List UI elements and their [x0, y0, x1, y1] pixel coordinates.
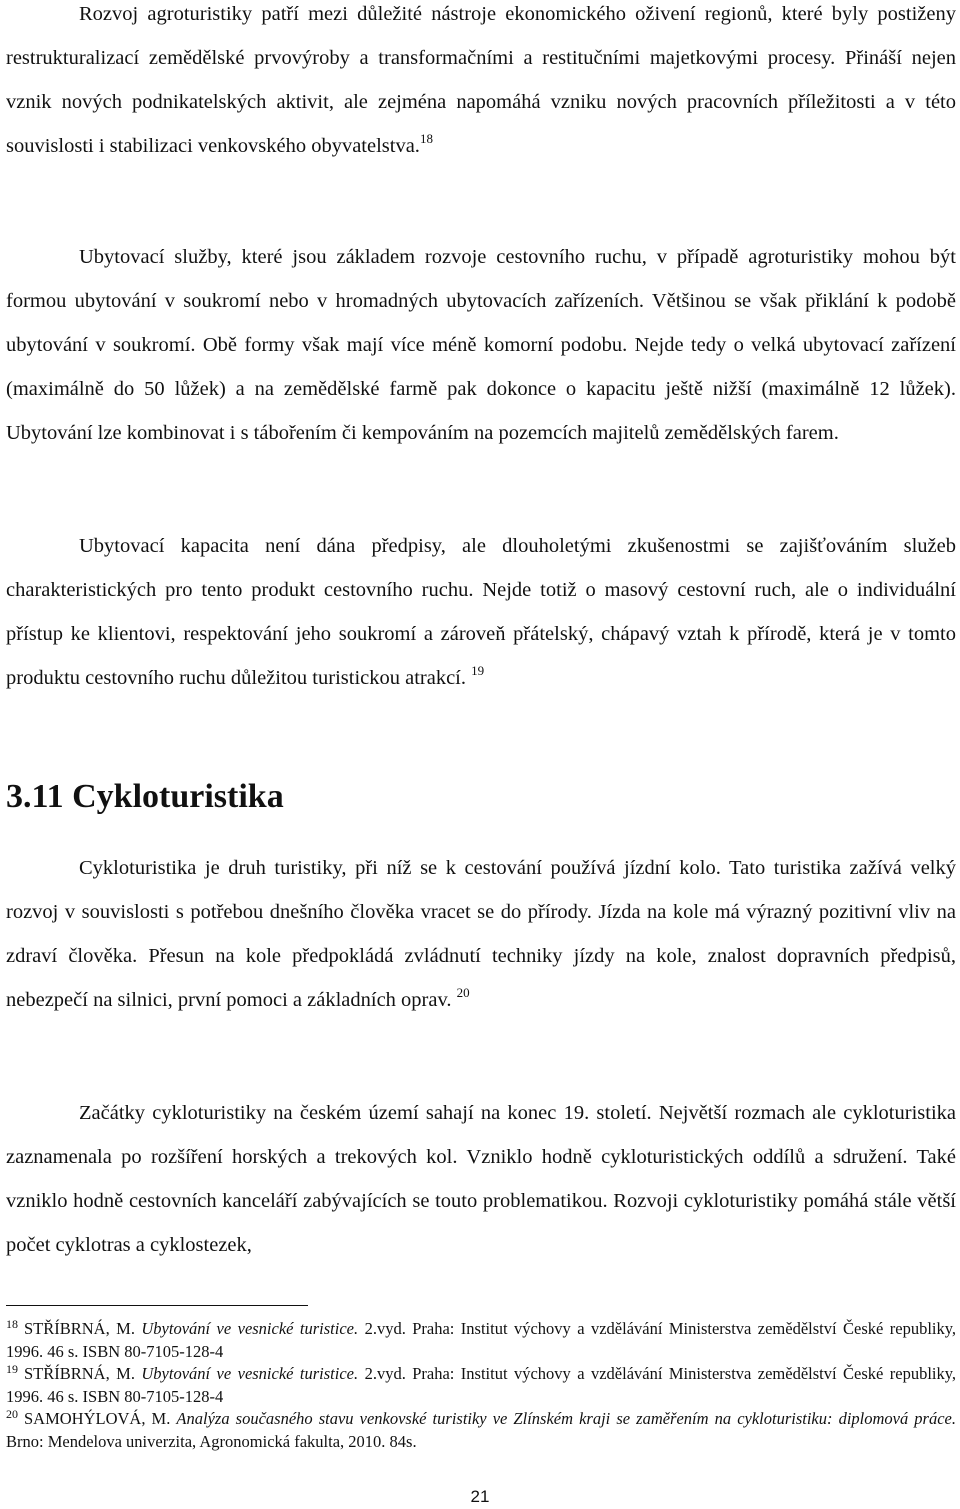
footnote-divider	[6, 1305, 308, 1306]
section-heading: 3.11 Cykloturistika	[6, 778, 284, 815]
paragraph-text: Ubytovací služby, které jsou základem rozvoje cestovního ruchu, v případě agroturistiky mohou být formou ubytování v soukromí nebo v hromadných ubytovacích zařízeních. Většinou se však přiklání k podobě ubytování v soukromí. Obě formy však mají více méně komorní podobu. Nejde tedy o velká ubytovací zařízení (maximálně do 50 lůžek) a na zemědělské farmě pak dokonce o kapacitu ještě nižší (maximálně 12 lůžek). Ubytování lze kombinovat i s tábořením či kempováním na pozemcích majitelů zemědělských farem.	[6, 246, 956, 444]
footnote-number: 19	[6, 1362, 18, 1376]
paragraph-agroturistika-rozvoj	[6, 0, 956, 168]
paragraph-text: Ubytovací kapacita není dána předpisy, ale dlouholetými zkušenostmi se zajišťováním služeb charakteristických pro tento produkt cestovního ruchu. Nejde totiž o masový cestovní ruch, ale o individuální přístup ke klientovi, respektování jeho soukromí a zároveň přátelský, chápavý vztah k přírodě, která je v tomto produktu cestovního ruchu důležitou turistickou atrakcí.	[6, 535, 956, 689]
footnote-18	[6, 1318, 956, 1363]
footnote-19	[6, 1363, 956, 1408]
paragraph-text: Začátky cykloturistiky na českém území sahají na konec 19. století. Největší rozmach ale cykloturistika zaznamenala po rozšíření horských a trekových kol. Vzniklo hodně cykloturistických oddílů a sdružení. Také vzniklo hodně cestovních kanceláří zabývajících se touto problematikou. Rozvoji cykloturistiky pomáhá stále větší počet cyklotras a cyklostezek,	[6, 1102, 956, 1256]
paragraph-ubytovaci-kapacita	[6, 524, 956, 700]
footnote-details: Brno: Mendelova univerzita, Agronomická fakulta, 2010. 84s.	[6, 1431, 417, 1451]
footnote-details: 2.vyd. Praha: Institut výchovy a vzdělávání Ministerstva zemědělství České republiky, 1996. 46 s. ISBN 80-7105-128-4	[6, 1319, 957, 1361]
footnote-title: Ubytování ve vesnické turistice.	[141, 1319, 359, 1338]
paragraph-ubytovaci-sluzby	[6, 235, 956, 455]
paragraph-text: Cykloturistika je druh turistiky, při níž se k cestování používá jízdní kolo. Tato turistika zažívá velký rozvoj v souvislosti s potřebou dnešního člověka vracet se do přírody. Jízda na kole má výrazný pozitivní vliv na zdraví člověka. Přesun na kole předpokládá zvládnutí techniky jízdy na kole, znalost dopravních předpisů, nebezpečí na silnici, první pomoci a základních oprav.	[6, 857, 956, 1011]
footnote-title: Analýza současného stavu venkovské turistiky ve Zlínském kraji se zaměřením na cykloturistiku: diplomová práce.	[176, 1409, 957, 1428]
footnote-number: 20	[6, 1407, 18, 1421]
footnote-20	[6, 1408, 956, 1453]
footnote-author: STŘÍBRNÁ, M.	[24, 1319, 135, 1338]
footnote-number: 18	[6, 1317, 18, 1331]
paragraph-cykloturistika-definice	[6, 846, 956, 1022]
footnotes	[6, 1318, 956, 1453]
footnote-ref-19[interactable]: 19	[471, 663, 485, 678]
paragraph-cykloturistika-historie	[6, 1091, 956, 1267]
footnote-details: 2.vyd. Praha: Institut výchovy a vzdělávání Ministerstva zemědělství České republiky, 1996. 46 s. ISBN 80-7105-128-4	[6, 1364, 957, 1406]
paragraph-text: Rozvoj agroturistiky patří mezi důležité nástroje ekonomického oživení regionů, které byly postiženy restrukturalizací zemědělské prvovýroby a transformačními a restitučními majetkovými procesy. Přináší nejen vznik nových podnikatelských aktivit, ale zejména napomáhá vzniku nových pracovních příležitosti a v této souvislosti i stabilizaci venkovského obyvatelstva.	[6, 3, 956, 157]
footnote-title: Ubytování ve vesnické turistice.	[141, 1364, 359, 1383]
footnote-author: STŘÍBRNÁ, M.	[24, 1364, 135, 1383]
footnote-ref-20[interactable]: 20	[456, 985, 470, 1000]
footnote-ref-18[interactable]: 18	[419, 131, 433, 146]
page-number: 21	[470, 1487, 490, 1506]
footnote-author: SAMOHÝLOVÁ, M.	[24, 1409, 171, 1428]
